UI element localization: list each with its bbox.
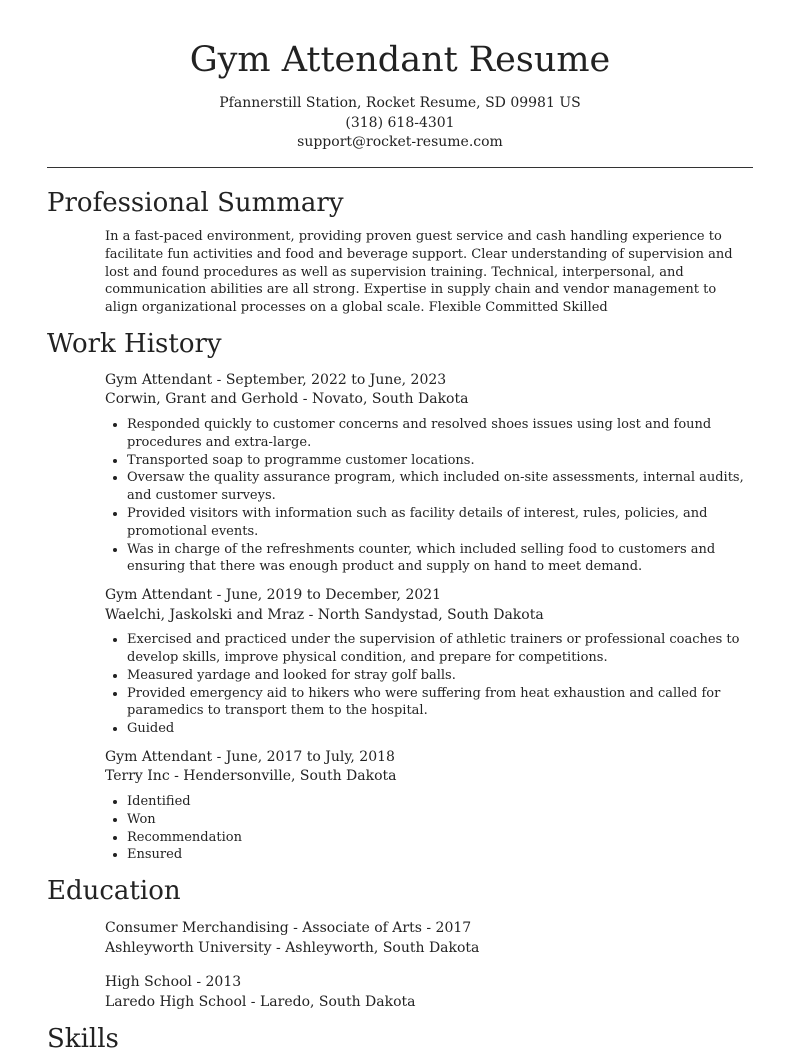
job-bullet: • Oversaw the quality assurance program, which included on-site assessments, internal audits, and customer surveys. — [127, 469, 753, 505]
contact-phone: (318) 618-4301 — [345, 114, 455, 131]
job-company-line: Terry Inc - Hendersonville, South Dakota — [105, 768, 397, 785]
education-degree-line: Consumer Merchandising - Associate of Arts - 2017 — [105, 920, 472, 937]
job-entry — [105, 748, 753, 864]
skills-heading: Skills — [47, 1024, 119, 1054]
education-section — [105, 918, 753, 1012]
contact-block — [0, 94, 800, 153]
header-divider — [47, 167, 753, 168]
job-title-line: Gym Attendant - June, 2019 to December, 2021 — [105, 587, 442, 604]
summary-section — [105, 228, 753, 317]
education-school-line: Laredo High School - Laredo, South Dakota — [105, 994, 416, 1011]
job-bullet: • Transported soap to programme customer locations. — [127, 452, 753, 470]
job-bullet: • Guided — [127, 720, 753, 738]
education-heading: Education — [47, 876, 181, 907]
job-bullets — [105, 793, 753, 864]
work-history-heading: Work History — [47, 328, 222, 359]
summary-heading: Professional Summary — [47, 188, 344, 218]
job-bullet: • Provided emergency aid to hikers who were suffering from heat exhaustion and called for paramedics to transport them to the hospital. — [127, 685, 753, 721]
job-company-line: Waelchi, Jaskolski and Mraz - North Sandystad, South Dakota — [105, 606, 544, 623]
job-bullets — [105, 631, 753, 738]
job-bullet: • Measured yardage and looked for stray golf balls. — [127, 667, 753, 685]
resume-content — [47, 186, 753, 1012]
job-entry — [105, 371, 753, 576]
education-school-line: Ashleyworth University - Ashleyworth, South Dakota — [105, 940, 480, 957]
education-entry — [105, 918, 753, 958]
job-bullet: • Was in charge of the refreshments counter, which included selling food to customers and ensuring that there was enough product and supply on hand to meet demand. — [127, 541, 753, 577]
job-bullet: • Identified — [127, 793, 753, 811]
job-bullets — [105, 416, 753, 576]
job-bullet: • Ensured — [127, 846, 753, 864]
job-entry — [105, 586, 753, 738]
contact-address: Pfannerstill Station, Rocket Resume, SD 09981 US — [219, 95, 581, 111]
job-bullet: • Exercised and practiced under the supervision of athletic trainers or professional coaches to develop skills, improve physical condition, and prepare for competitions. — [127, 631, 753, 667]
resume-title: Gym Attendant Resume — [189, 40, 611, 80]
work-history-section — [105, 371, 753, 864]
job-bullet: • Responded quickly to customer concerns and resolved shoes issues using lost and found procedures and extra-large. — [127, 416, 753, 452]
summary-text: In a fast-paced environment, providing proven guest service and cash handling experience to facilitate fun activities and food and beverage support. Clear understanding of supervision and lost and found procedures as well as supervision training. Technical, interpersonal, and communication abilities are all strong. Expertise in supply chain and vendor management to align organizational processes on a global scale. Flexible Committed Skilled — [105, 229, 733, 316]
job-bullet: • Won — [127, 811, 753, 829]
contact-email: support@rocket-resume.com — [297, 134, 503, 150]
education-degree-line: High School - 2013 — [105, 974, 242, 991]
job-bullet: • Provided visitors with information such as facility details of interest, rules, policies, and promotional events. — [127, 505, 753, 541]
job-company-line: Corwin, Grant and Gerhold - Novato, South Dakota — [105, 391, 469, 408]
job-title-line: Gym Attendant - September, 2022 to June, 2023 — [105, 371, 447, 388]
job-title-line: Gym Attendant - June, 2017 to July, 2018 — [105, 748, 395, 765]
job-bullet: • Recommendation — [127, 829, 753, 847]
education-entry — [105, 972, 753, 1012]
